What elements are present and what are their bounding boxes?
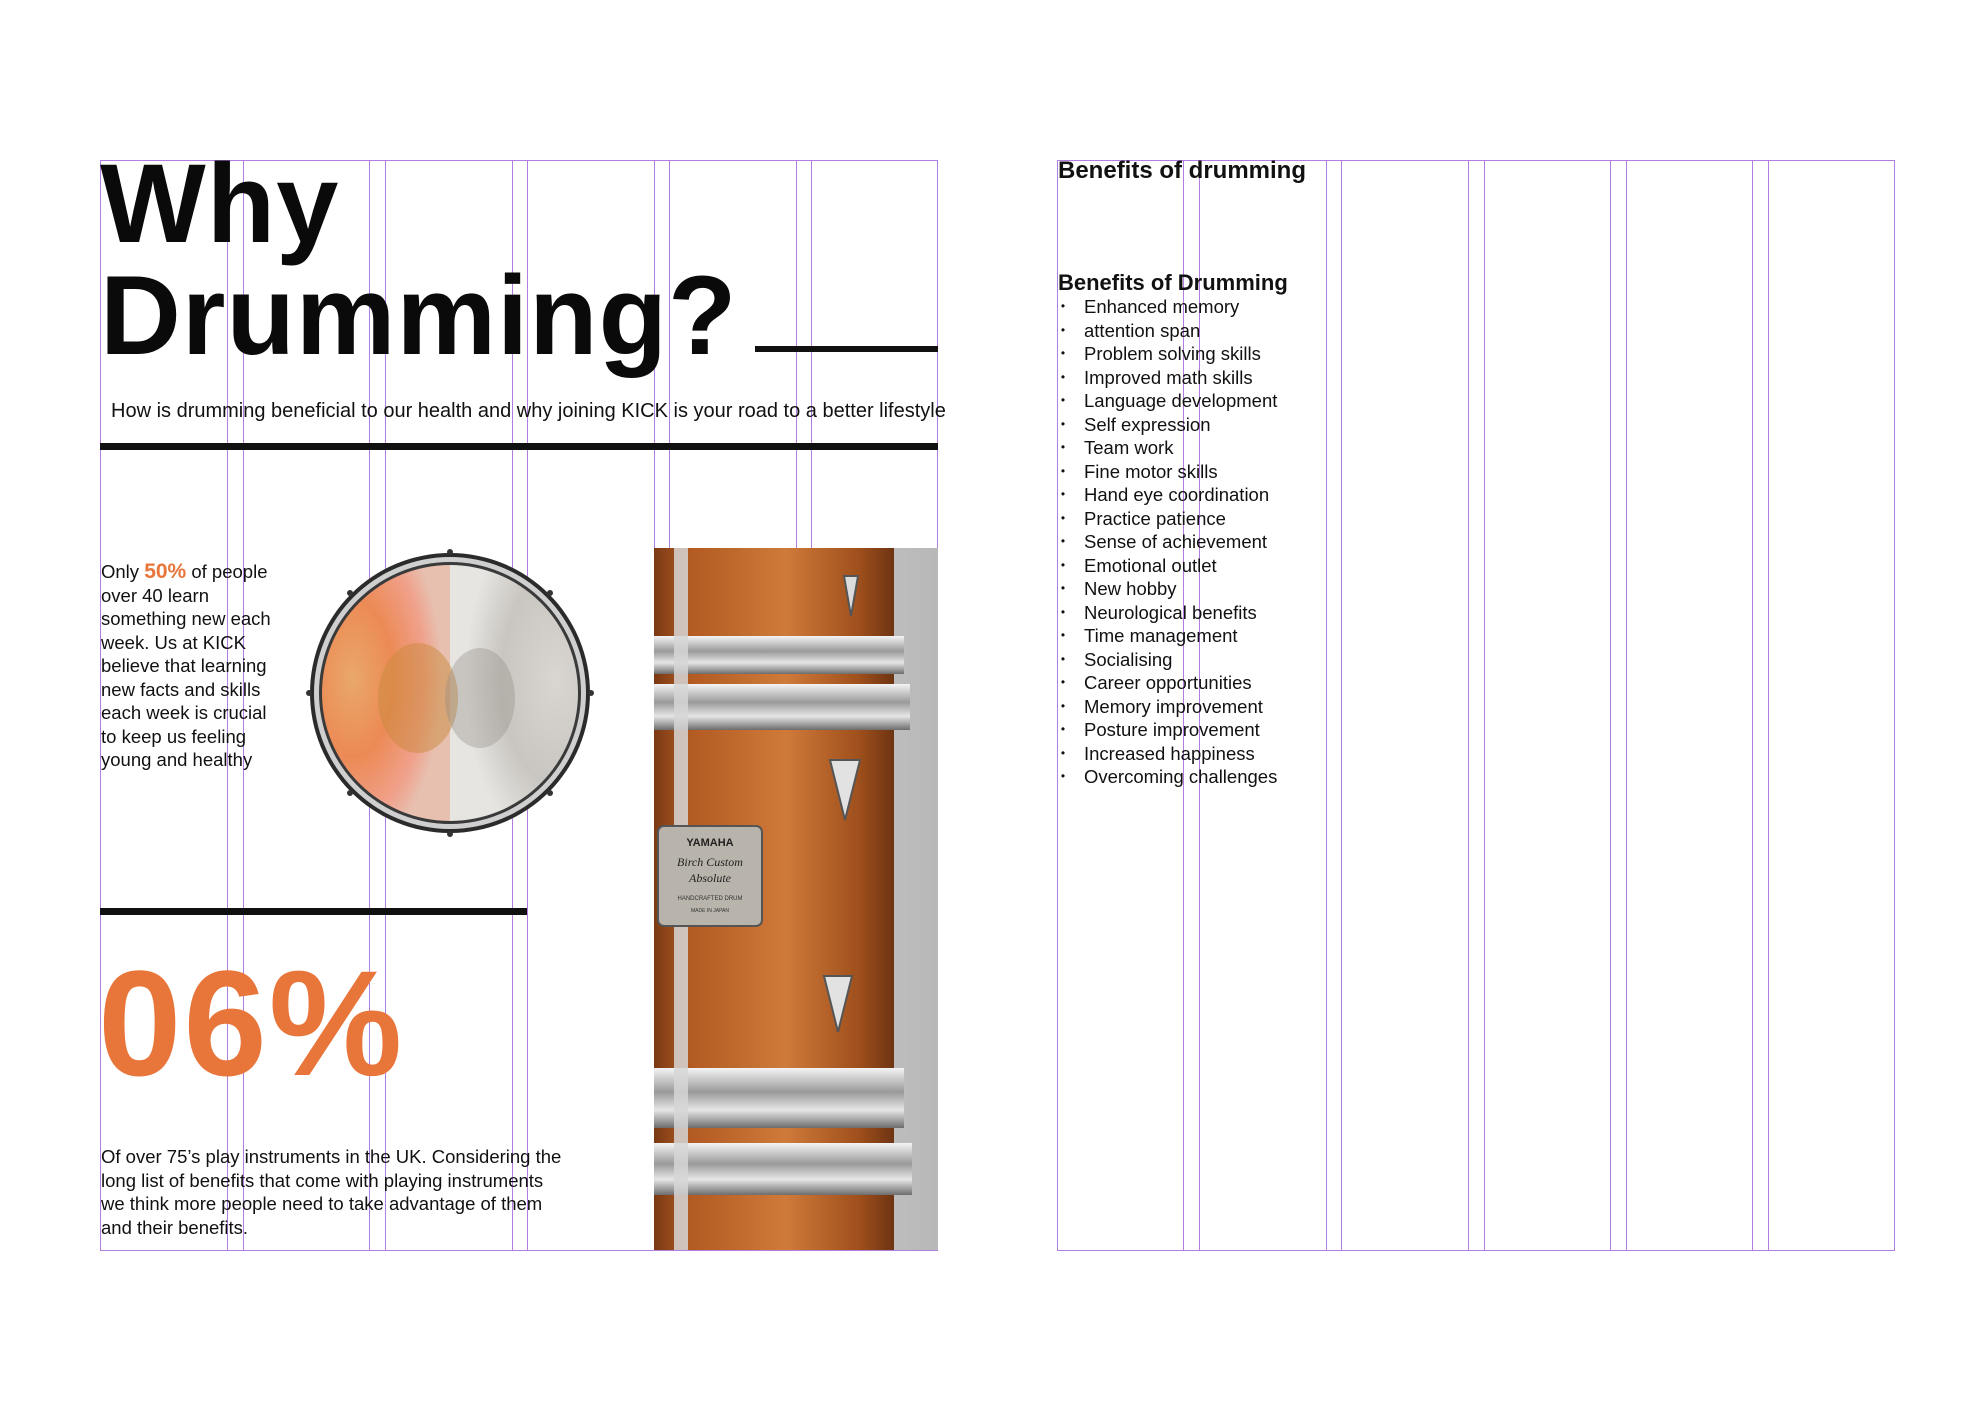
bullet-icon: •	[1060, 604, 1066, 619]
bullet-icon: •	[1060, 369, 1066, 384]
bullet-icon: •	[1060, 628, 1066, 642]
drumhead-image	[300, 548, 600, 838]
divider-middle	[100, 908, 527, 915]
column-guide	[1626, 160, 1627, 1251]
list-item-label: Language development	[1084, 390, 1278, 411]
benefits-heading-main: Benefits of drumming	[1058, 157, 1307, 184]
bullet-icon: •	[1060, 416, 1066, 431]
intro-highlight-stat: 50%	[144, 560, 187, 583]
bullet-icon: •	[1060, 463, 1066, 478]
badge-small-line: HANDCRAFTED DRUM	[677, 896, 743, 902]
list-item	[1058, 389, 1277, 413]
list-item-label: Practice patience	[1084, 507, 1226, 529]
page-title	[100, 141, 860, 378]
bullet-icon: •	[1060, 299, 1066, 313]
column-guide	[1768, 160, 1769, 1251]
list-item-label: Enhanced memory	[1084, 296, 1240, 317]
list-item	[1058, 765, 1277, 789]
list-item	[1058, 577, 1277, 601]
bullet-icon: •	[1060, 322, 1066, 337]
column-guide	[1341, 160, 1342, 1251]
bullet-icon: •	[1060, 651, 1066, 666]
list-item-label: Socialising	[1084, 648, 1173, 670]
list-item-label: Posture improvement	[1084, 719, 1260, 740]
bullet-icon: •	[1060, 581, 1066, 595]
list-item	[1058, 507, 1277, 531]
intro-paragraph	[101, 560, 271, 772]
subtitle: How is drumming beneficial to our health and why joining KICK is your road to a better lifestyle	[111, 400, 946, 422]
bullet-icon: •	[1060, 557, 1066, 572]
divider-top	[100, 443, 938, 450]
benefits-heading-list: Benefits of Drumming	[1058, 270, 1288, 295]
list-item-label: New hobby	[1084, 578, 1177, 599]
bullet-icon: •	[1060, 698, 1066, 713]
big-stat: 06%	[98, 939, 405, 1107]
list-item-label: Hand eye coordination	[1084, 484, 1270, 505]
bullet-icon: •	[1060, 534, 1066, 548]
list-item	[1058, 530, 1277, 554]
badge-brand: YAMAHA	[686, 837, 734, 849]
bullet-icon: •	[1060, 769, 1066, 783]
badge-made-in: MADE IN JAPAN	[691, 908, 729, 914]
list-item-label: Self expression	[1084, 413, 1211, 435]
list-item	[1058, 366, 1277, 390]
list-item-label: Career opportunities	[1084, 672, 1252, 693]
list-item-label: Problem solving skills	[1084, 343, 1261, 364]
list-item	[1058, 483, 1277, 507]
column-guide	[1326, 160, 1327, 1251]
bullet-icon: •	[1060, 675, 1066, 689]
list-item-label: Increased happiness	[1084, 742, 1255, 764]
list-item-label: attention span	[1084, 319, 1201, 341]
list-item	[1058, 601, 1277, 625]
bullet-icon: •	[1060, 722, 1066, 736]
list-item	[1058, 742, 1277, 766]
yamaha-badge	[658, 826, 762, 926]
list-item-label: Fine motor skills	[1084, 460, 1218, 482]
bullet-icon: •	[1060, 393, 1066, 407]
list-item	[1058, 436, 1277, 460]
badge-model-2: Absolute	[689, 871, 731, 885]
bullet-icon: •	[1060, 346, 1066, 360]
intro-suffix: of people over 40 learn something new each week. Us at KICK believe that learning new facts and skills each week is crucial to keep us feeling young and healthy	[101, 561, 271, 770]
list-item	[1058, 718, 1277, 742]
column-guide	[1468, 160, 1469, 1251]
title-line-2: Drumming?	[100, 253, 738, 378]
list-item	[1058, 295, 1277, 319]
list-item	[1058, 648, 1277, 672]
list-item-label: Team work	[1084, 437, 1174, 458]
badge-model-1: Birch Custom	[677, 855, 743, 869]
list-item	[1058, 554, 1277, 578]
list-item-label: Memory improvement	[1084, 695, 1263, 717]
title-underline	[755, 346, 938, 352]
bullet-icon: •	[1060, 745, 1066, 760]
list-item-label: Sense of achievement	[1084, 531, 1268, 552]
bullet-icon: •	[1060, 487, 1066, 501]
drum-photo	[654, 548, 938, 1250]
list-item-label: Time management	[1084, 625, 1238, 646]
list-item-label: Neurological benefits	[1084, 601, 1257, 623]
column-guide	[1484, 160, 1485, 1251]
list-item	[1058, 342, 1277, 366]
bullet-icon: •	[1060, 440, 1066, 454]
intro-prefix: Only	[101, 561, 145, 582]
column-guide	[1752, 160, 1753, 1251]
list-item	[1058, 413, 1277, 437]
list-item-label: Emotional outlet	[1084, 554, 1217, 576]
list-item	[1058, 319, 1277, 343]
column-guide	[1610, 160, 1611, 1251]
list-item	[1058, 671, 1277, 695]
list-item-label: Overcoming challenges	[1084, 766, 1278, 787]
list-item-label: Improved math skills	[1084, 366, 1253, 388]
bullet-icon: •	[1060, 510, 1066, 525]
title-line-1: Why	[100, 141, 340, 266]
body-paragraph: Of over 75’s play instruments in the UK. Considering the long list of benefits that come with playing instruments we think more people need to take advantage of them and their benefits.	[101, 1146, 562, 1238]
list-item	[1058, 624, 1277, 648]
list-item	[1058, 695, 1277, 719]
list-item	[1058, 460, 1277, 484]
benefits-list	[1058, 295, 1277, 789]
